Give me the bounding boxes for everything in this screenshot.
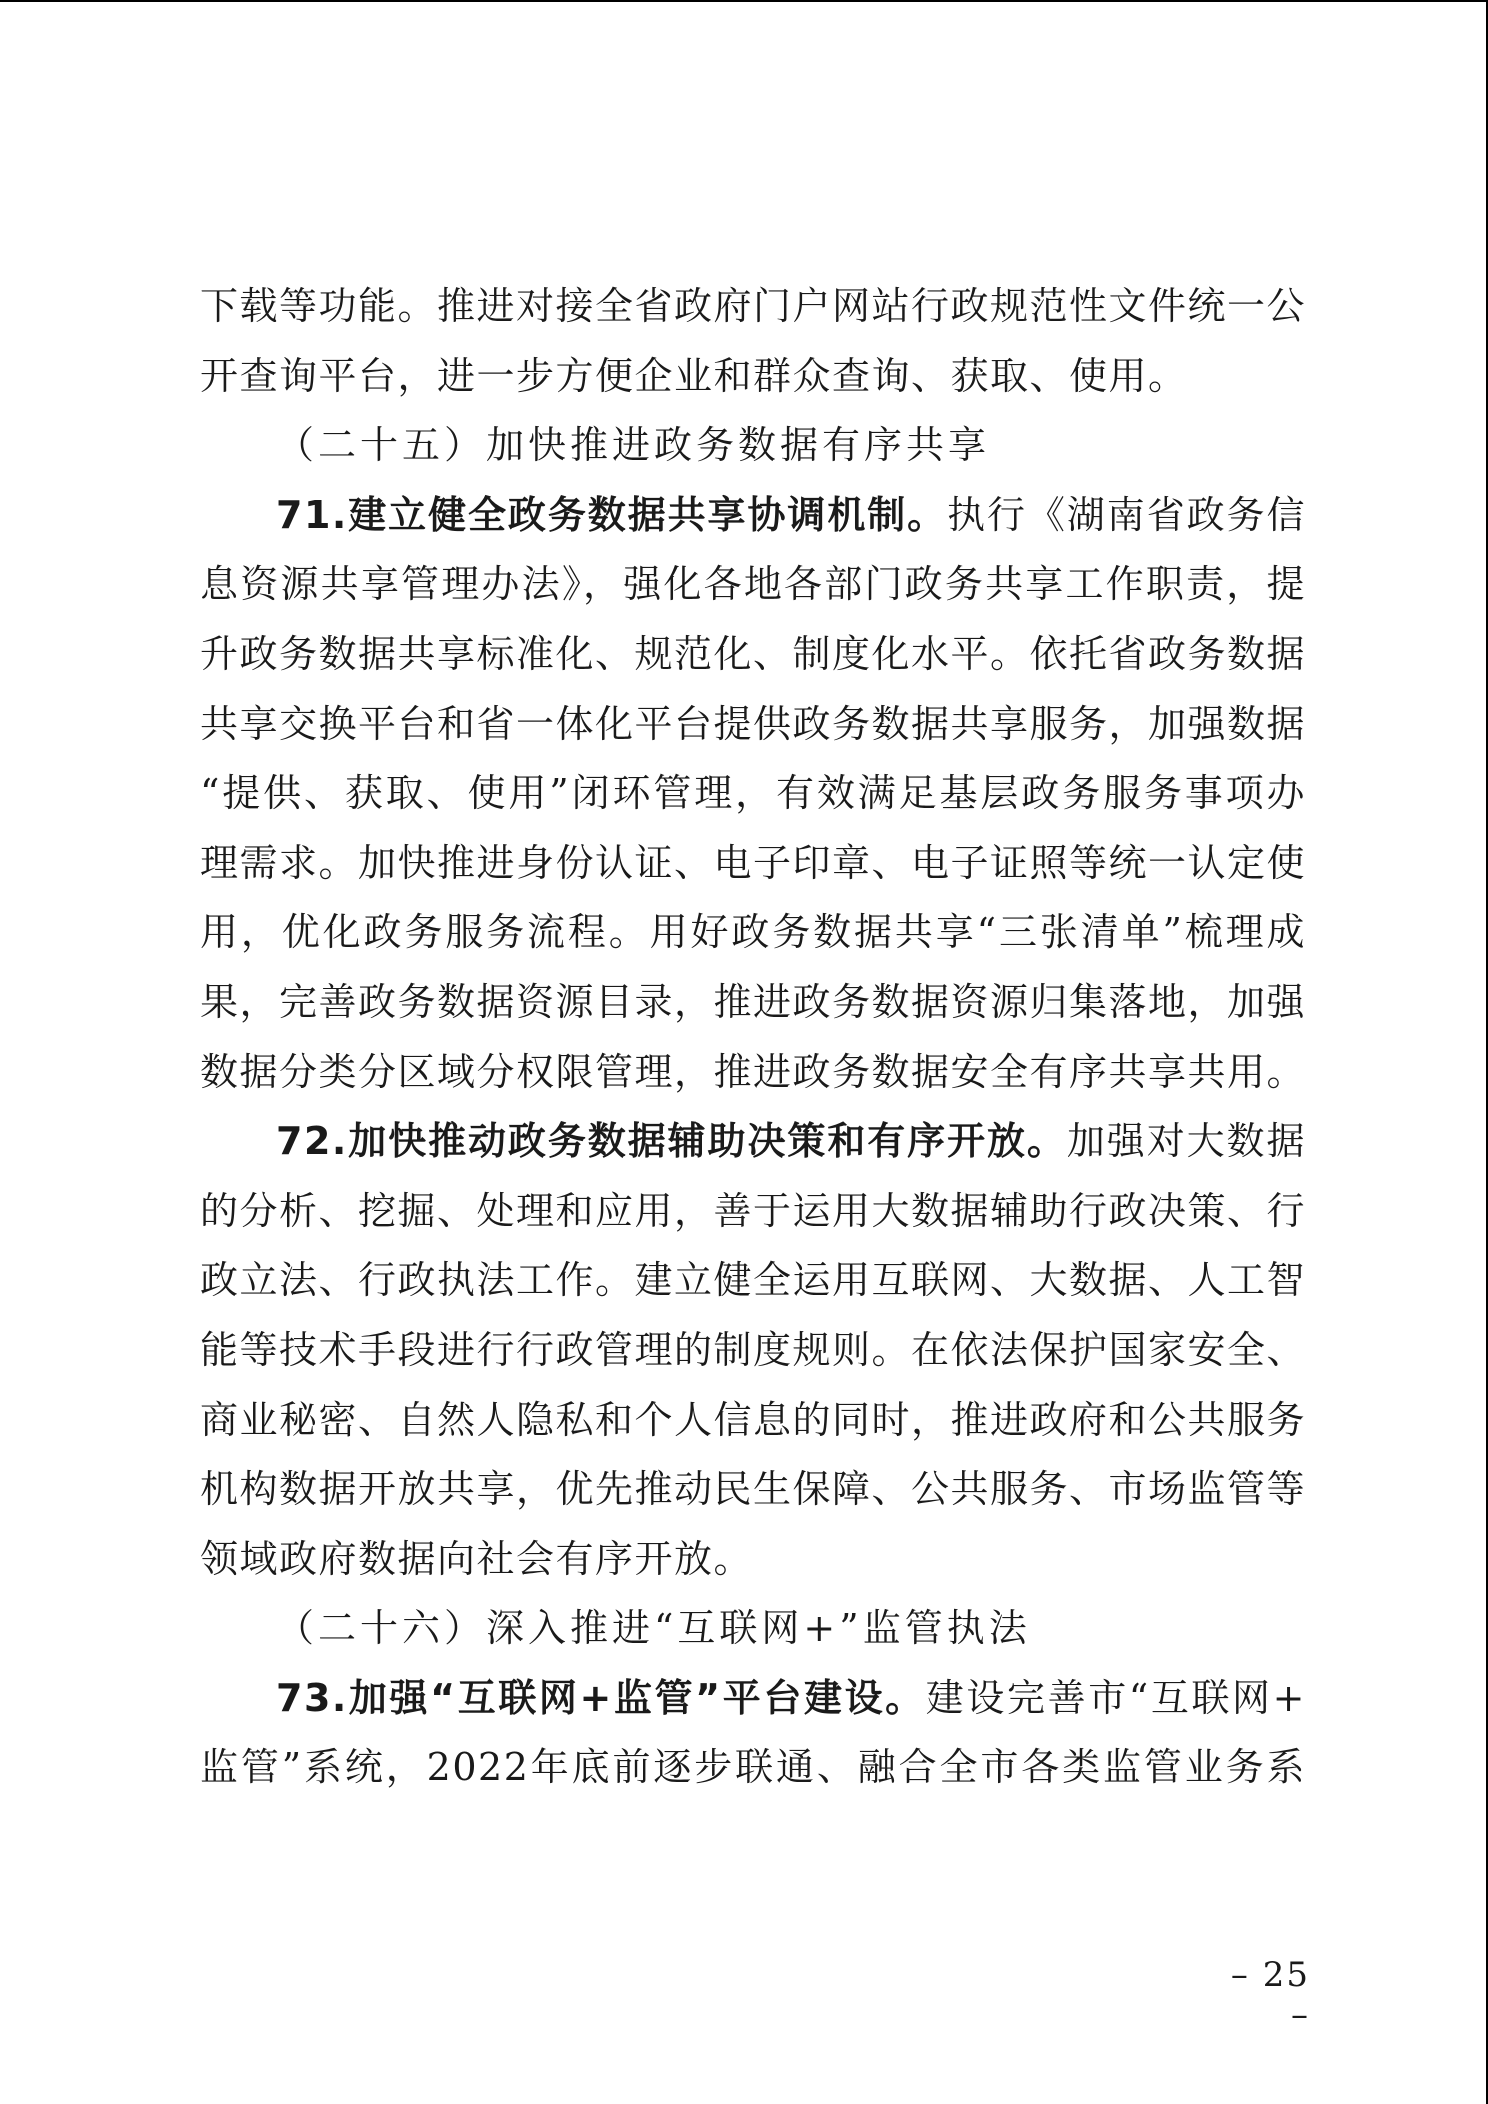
body-line: 商业秘密、自然人隐私和个人信息的同时，推进政府和公共服务	[200, 1397, 1306, 1442]
body-line: 果，完善政务数据资源目录，推进政务数据资源归集落地，加强	[200, 979, 1306, 1024]
body-line: 开查询平台，进一步方便企业和群众查询、获取、使用。	[200, 353, 1188, 398]
document-body	[200, 272, 1306, 1803]
body-line: 用，优化政务服务流程。用好政务数据共享“三张清单”梳理成	[200, 910, 1306, 955]
item-73-first-line: 73.加强“互联网+监管”平台建设。建设完善市“互联网+	[276, 1675, 1306, 1720]
item-72-title: 72.加快推动政务数据辅助决策和有序开放。	[276, 1119, 1067, 1164]
body-line: 能等技术手段进行行政管理的制度规则。在依法保护国家安全、	[200, 1327, 1306, 1372]
item-71-first-line: 71.建立健全政务数据共享协调机制。执行《湖南省政务信	[276, 492, 1306, 537]
body-line: 息资源共享管理办法》，强化各地各部门政务共享工作职责，提	[200, 562, 1306, 607]
body-line: 理需求。加快推进身份认证、电子印章、电子证照等统一认定使	[200, 840, 1306, 885]
item-71-title: 71.建立健全政务数据共享协调机制。	[276, 492, 948, 537]
body-line: 数据分类分区域分权限管理，推进政务数据安全有序共享共用。	[200, 1049, 1306, 1094]
body-line: 共享交换平台和省一体化平台提供政务数据共享服务，加强数据	[200, 701, 1306, 746]
body-line: “提供、获取、使用”闭环管理，有效满足基层政务服务事项办	[200, 771, 1306, 816]
body-line: 政立法、行政执法工作。建立健全运用互联网、大数据、人工智	[200, 1258, 1306, 1303]
item-72-first-line: 72.加快推动政务数据辅助决策和有序开放。加强对大数据	[276, 1119, 1306, 1164]
body-line: 监管”系统，2022年底前逐步联通、融合全市各类监管业务系	[200, 1745, 1306, 1790]
item-73-title: 73.加强“互联网+监管”平台建设。	[276, 1675, 926, 1720]
body-line: 下载等功能。推进对接全省政府门户网站行政规范性文件统一公	[200, 284, 1306, 328]
page-number: – 25 –	[1230, 1955, 1310, 2035]
body-line: 升政务数据共享标准化、规范化、制度化水平。依托省政务数据	[200, 631, 1306, 676]
page-top-edge	[0, 0, 1488, 2]
body-line: 机构数据开放共享，优先推动民生保障、公共服务、市场监管等	[200, 1467, 1306, 1512]
body-line: 领域政府数据向社会有序开放。	[200, 1536, 754, 1581]
body-line: 的分析、挖掘、处理和应用，善于运用大数据辅助行政决策、行	[200, 1188, 1306, 1233]
section-heading: （二十六）深入推进“互联网+”监管执法	[276, 1606, 1031, 1651]
section-heading: （二十五）加快推进政务数据有序共享	[276, 423, 991, 468]
